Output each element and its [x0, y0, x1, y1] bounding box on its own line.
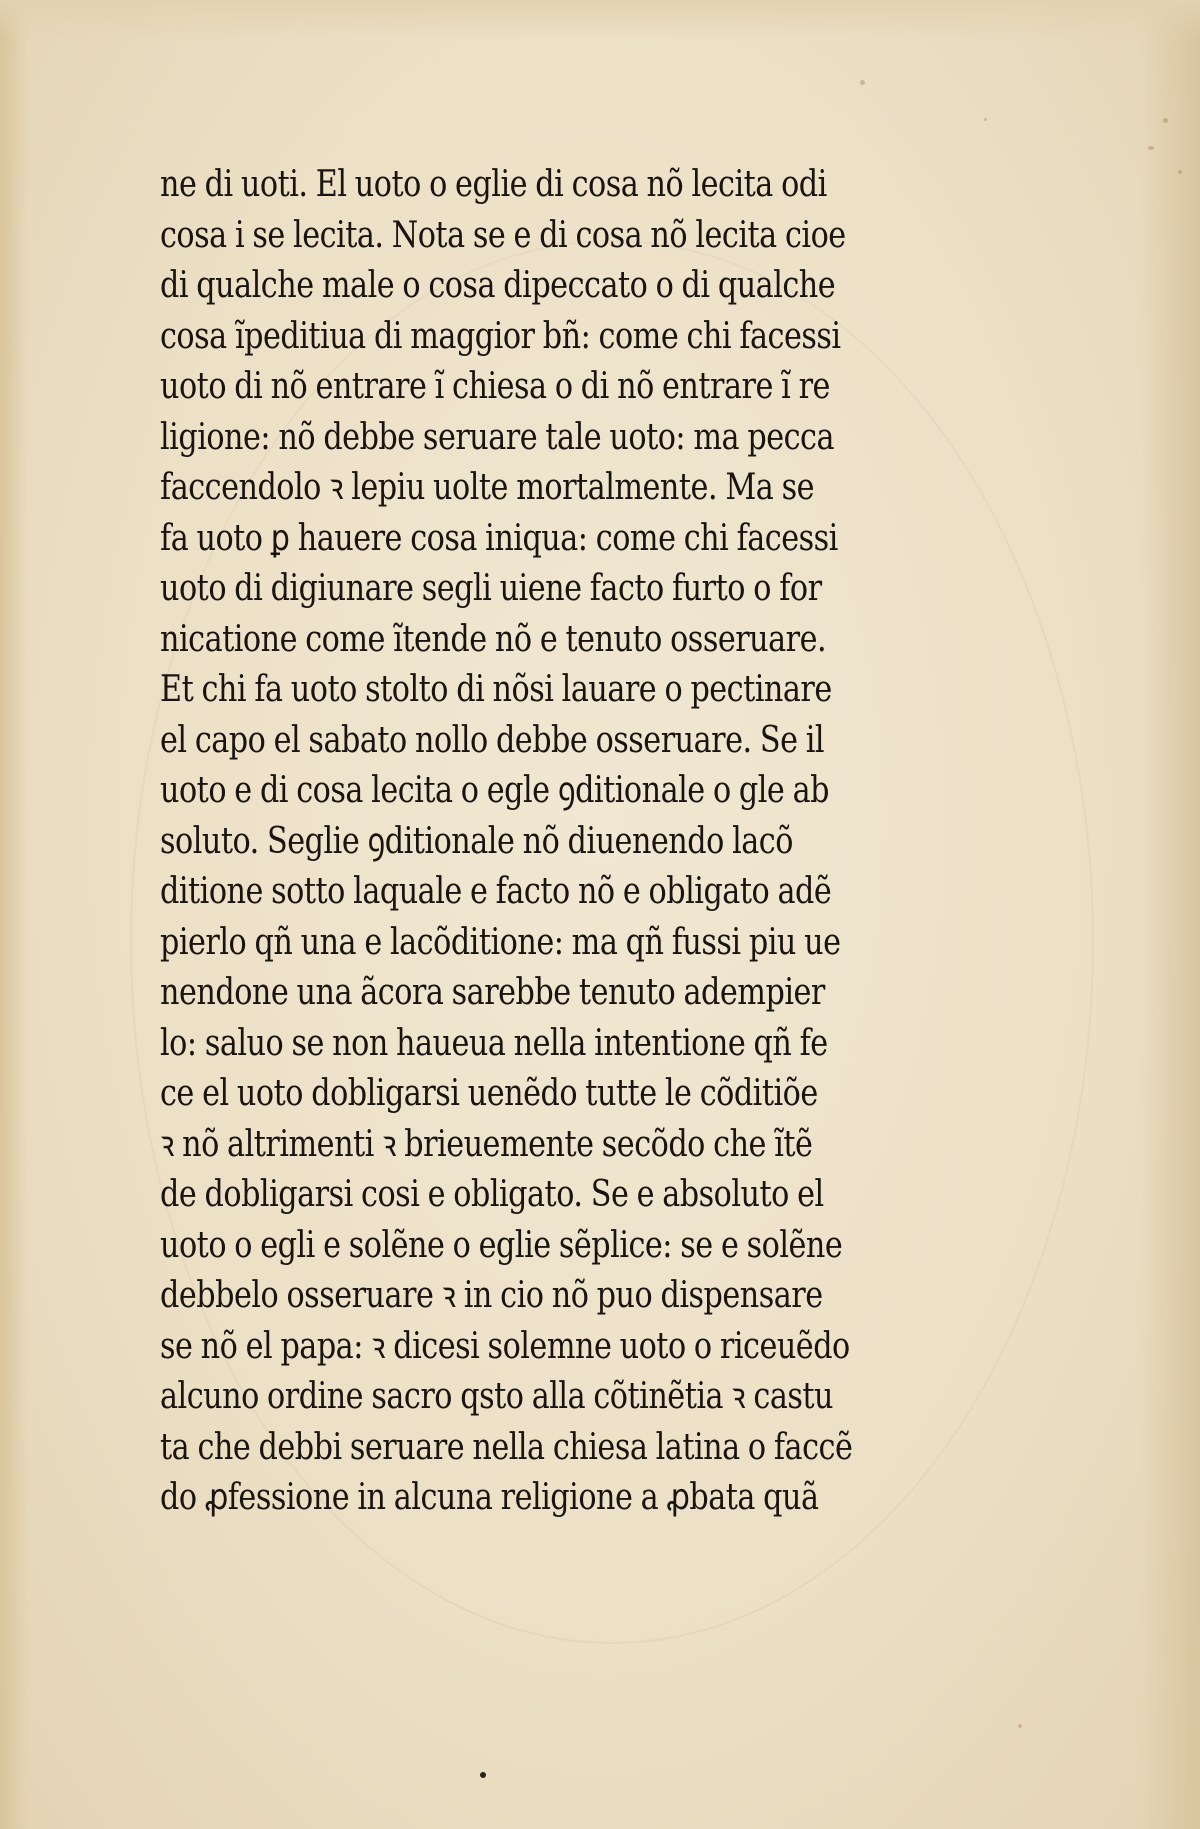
text-line: faccendolo ꝛ lepiu uolte mortalmente. Ma se	[160, 467, 814, 508]
text-line: ligione: nõ debbe seruare tale uoto: ma pecca	[160, 416, 834, 458]
text-line: ce el uoto dobligarsi uenẽdo tutte le cõditiõe	[160, 1073, 818, 1114]
foxing-spot	[1018, 1724, 1022, 1728]
text-line: soluto. Seglie ꝯditionale nõ diuenendo lacõ	[160, 820, 793, 862]
foxing-spot	[1178, 170, 1182, 174]
text-line: uoto o egli e solẽne o eglie sẽplice: se e solẽne	[160, 1224, 843, 1266]
signature-mark	[480, 1772, 486, 1778]
text-line: ditione sotto laquale e facto nõ e obligato adẽ	[160, 871, 832, 912]
text-line: lo: saluo se non haueua nella intentione qñ fe	[160, 1022, 828, 1064]
foxing-spot	[1163, 118, 1168, 123]
foxing-spot	[1148, 146, 1154, 150]
foxing-spot	[984, 118, 987, 121]
text-line: ne di uoti. El uoto o eglie di cosa nõ lecita odi	[160, 164, 827, 205]
text-line: pierlo qñ una e lacõditione: ma qñ fussi piu ue	[160, 921, 841, 963]
text-line: nendone una ãcora sarebbe tenuto adempier	[160, 972, 825, 1013]
text-line: uoto di digiunare segli uiene facto furto o for	[160, 568, 822, 609]
text-line: alcuno ordine sacro qsto alla cõtinẽtia ꝛ castu	[160, 1376, 833, 1417]
text-line: ta che debbi seruare nella chiesa latina o faccẽ	[160, 1426, 853, 1468]
text-line: ꝛ nõ altrimenti ꝛ brieuemente secõdo che ĩtẽ	[160, 1123, 813, 1165]
text-line: di qualche male o cosa dipeccato o di qualche	[160, 265, 836, 306]
text-line: cosa i se lecita. Nota se e di cosa nõ lecita cioe	[160, 214, 846, 256]
foxing-spot	[860, 80, 865, 85]
page-edge-top	[0, 0, 1200, 40]
text-line: uoto e di cosa lecita o egle ꝯditionale o gle ab	[160, 770, 829, 811]
text-line: Et chi fa uoto stolto di nõsi lauare o pectinare	[160, 669, 832, 710]
text-block	[160, 160, 960, 1524]
text-line: de dobligarsi cosi e obligato. Se e absoluto el	[160, 1174, 824, 1215]
text-line: nicatione come ĩtende nõ e tenuto osseruare.	[160, 618, 827, 660]
page-edge-left	[0, 0, 28, 1829]
text-line: do ꝓfessione in alcuna religione a ꝓbata quã	[160, 1477, 819, 1518]
text-line: el capo el sabato nollo debbe osseruare. Se il	[160, 719, 825, 761]
page-edge-right	[1140, 0, 1200, 1829]
text-line: se nõ el papa: ꝛ dicesi solemne uoto o riceuẽdo	[160, 1325, 850, 1367]
text-line: fa uoto ꝑ hauere cosa iniqua: come chi facessi	[160, 517, 838, 559]
text-line: uoto di nõ entrare ĩ chiesa o di nõ entrare ĩ re	[160, 366, 830, 407]
text-line: debbelo osseruare ꝛ in cio nõ puo dispensare	[160, 1275, 823, 1316]
text-line: cosa ĩpeditiua di maggior bñ: come chi facessi	[160, 315, 841, 357]
